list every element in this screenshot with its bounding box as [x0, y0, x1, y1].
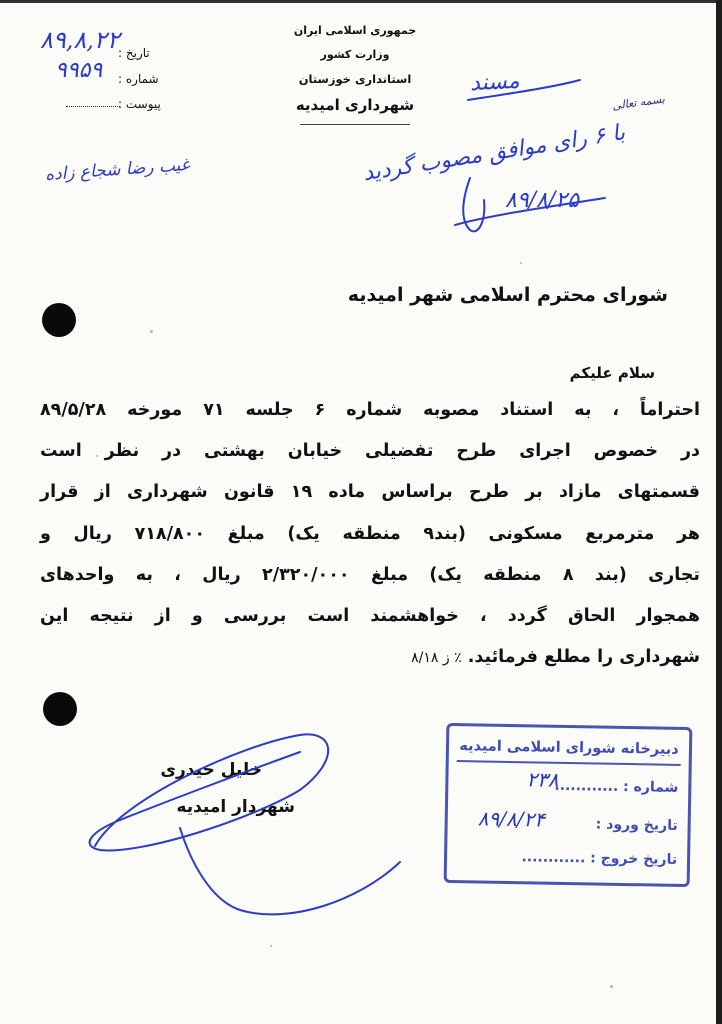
signer-name: خلیل حیدری: [160, 760, 262, 780]
stamp-number-label: شماره :: [622, 778, 679, 796]
letter-greeting: سلام علیکم: [569, 364, 655, 382]
body-last-line-text: شهرداری را مطلع فرمائید.: [467, 647, 700, 667]
stamp-exit-dots: ............: [521, 849, 586, 867]
approval-date-underline: [455, 198, 605, 225]
body-last-line-mark: ٪ ز ۸/۱۸: [411, 650, 462, 666]
handwritten-besmeh: بسمه تعالی: [611, 92, 666, 113]
body-line: در خصوص اجرای طرح تفضیلی خیابان بهشتی در نظر است: [40, 441, 700, 461]
signature-loop-outer: [90, 734, 329, 850]
signature-tail: [180, 828, 400, 914]
signer-role: شهردار امیدیه: [176, 797, 295, 817]
approval-date-hook: [463, 178, 484, 231]
header-country: جمهوری اسلامی ایران: [293, 24, 417, 37]
number-label: شماره :: [118, 72, 159, 86]
body-line: تجاری (بند ۸ منطقه یک) مبلغ ۲/۳۲۰/۰۰۰ ریال ، به واحدهای: [40, 565, 701, 585]
handwritten-approval-date: ۸۹/۸/۲۵: [505, 188, 579, 213]
secretariat-stamp: [444, 723, 693, 887]
stamp-title: دبیرخانه شورای اسلامی امیدیه: [457, 738, 681, 766]
stamp-number-row: [456, 776, 678, 796]
letter-title: شورای محترم اسلامی شهر امیدیه: [347, 284, 668, 306]
header-ministry: وزارت کشور: [320, 48, 390, 61]
date-value: ۸۹,۸,۲۲: [40, 26, 120, 54]
number-value: ۹۹۵۹: [55, 58, 103, 83]
stamp-exit-label: تاریخ خروج :: [590, 850, 678, 868]
header-municipality: شهرداری امیدیه: [295, 96, 415, 114]
stamp-entry-value: ۸۹/۸/۲۴: [477, 806, 546, 832]
stamp-number-value: ۲۳۸: [526, 767, 559, 792]
handwritten-name-note: غیب رضا شجاع زاده: [44, 154, 191, 186]
handwritten-top-word: مسند: [469, 68, 521, 97]
stamp-entry-label: تاریخ ورود :: [595, 816, 678, 834]
header-province: استانداری خوزستان: [298, 72, 412, 86]
top-word-underline: [468, 80, 580, 100]
stamp-number-dots: ............: [554, 777, 619, 795]
body-line: هر مترمربع مسکونی (بند۹ منطقه یک) مبلغ ۷۱۸/۸۰۰ ریال و: [40, 524, 701, 544]
signature-loop-inner: [120, 752, 300, 820]
body-line: قسمتهای مازاد بر طرح براساس ماده ۱۹ قانون شهرداری از قرار: [40, 482, 700, 502]
body-line: احتراماً ، به استناد مصوبه شماره ۶ جلسه ۷۱ مورخه ۸۹/۵/۲۸: [40, 400, 700, 420]
stamp-exit-row: [455, 848, 677, 868]
body-line: همجوار الحاق گردد ، خواهشمند است بررسی و از نتیجه این: [40, 606, 700, 626]
date-label: تاریخ :: [118, 46, 150, 60]
handwritten-approval-note: با ۶ رای موافق مصوب گردید: [361, 120, 627, 187]
attachment-label: پیوست :: [118, 97, 161, 111]
